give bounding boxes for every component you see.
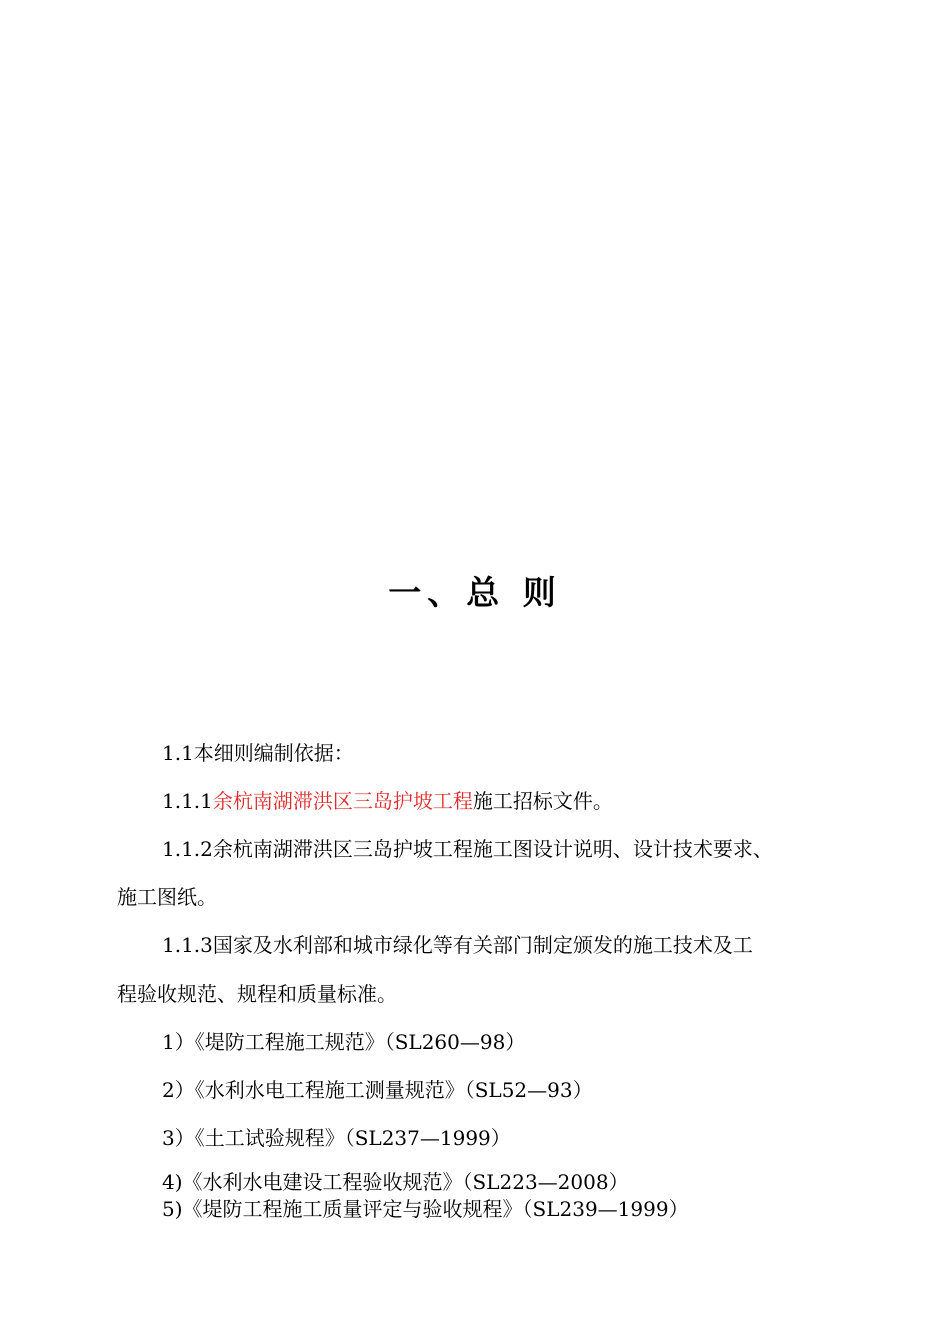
clause-1-1-1-number: 1.1.1 <box>162 789 213 813</box>
section-title: 一、总 则 <box>388 573 562 612</box>
standard-item: 3）《土工试验规程》（SL237—1999） <box>162 1126 511 1150</box>
clause-1-1-1-project-name: 余杭南湖滞洪区三岛护坡工程 <box>212 789 473 813</box>
standard-item: 4)《水利水电建设工程验收规范》（SL223—2008） <box>162 1170 629 1194</box>
clause-1-1-2-line1: 1.1.2余杭南湖滞洪区三岛护坡工程施工图设计说明、设计技术要求、 <box>162 837 773 861</box>
standard-item: 5)《堤防工程施工质量评定与验收规程》（SL239—1999） <box>162 1197 689 1221</box>
standard-item: 1）《堤防工程施工规范》（SL260—98） <box>162 1030 526 1054</box>
clause-1-1-3-line2: 程验收规范、规程和质量标准。 <box>117 982 397 1006</box>
clause-1-1-2-line2: 施工图纸。 <box>117 885 217 909</box>
clause-1-1-3-line1: 1.1.3国家及水利部和城市绿化等有关部门制定颁发的施工技术及工 <box>162 933 753 957</box>
clause-1-1: 1.1本细则编制依据： <box>162 741 354 765</box>
standard-item: 2）《水利水电工程施工测量规范》（SL52—93） <box>162 1078 593 1102</box>
clause-1-1-1-text: 施工招标文件。 <box>472 789 613 813</box>
clause-1-1-1 <box>162 786 613 816</box>
